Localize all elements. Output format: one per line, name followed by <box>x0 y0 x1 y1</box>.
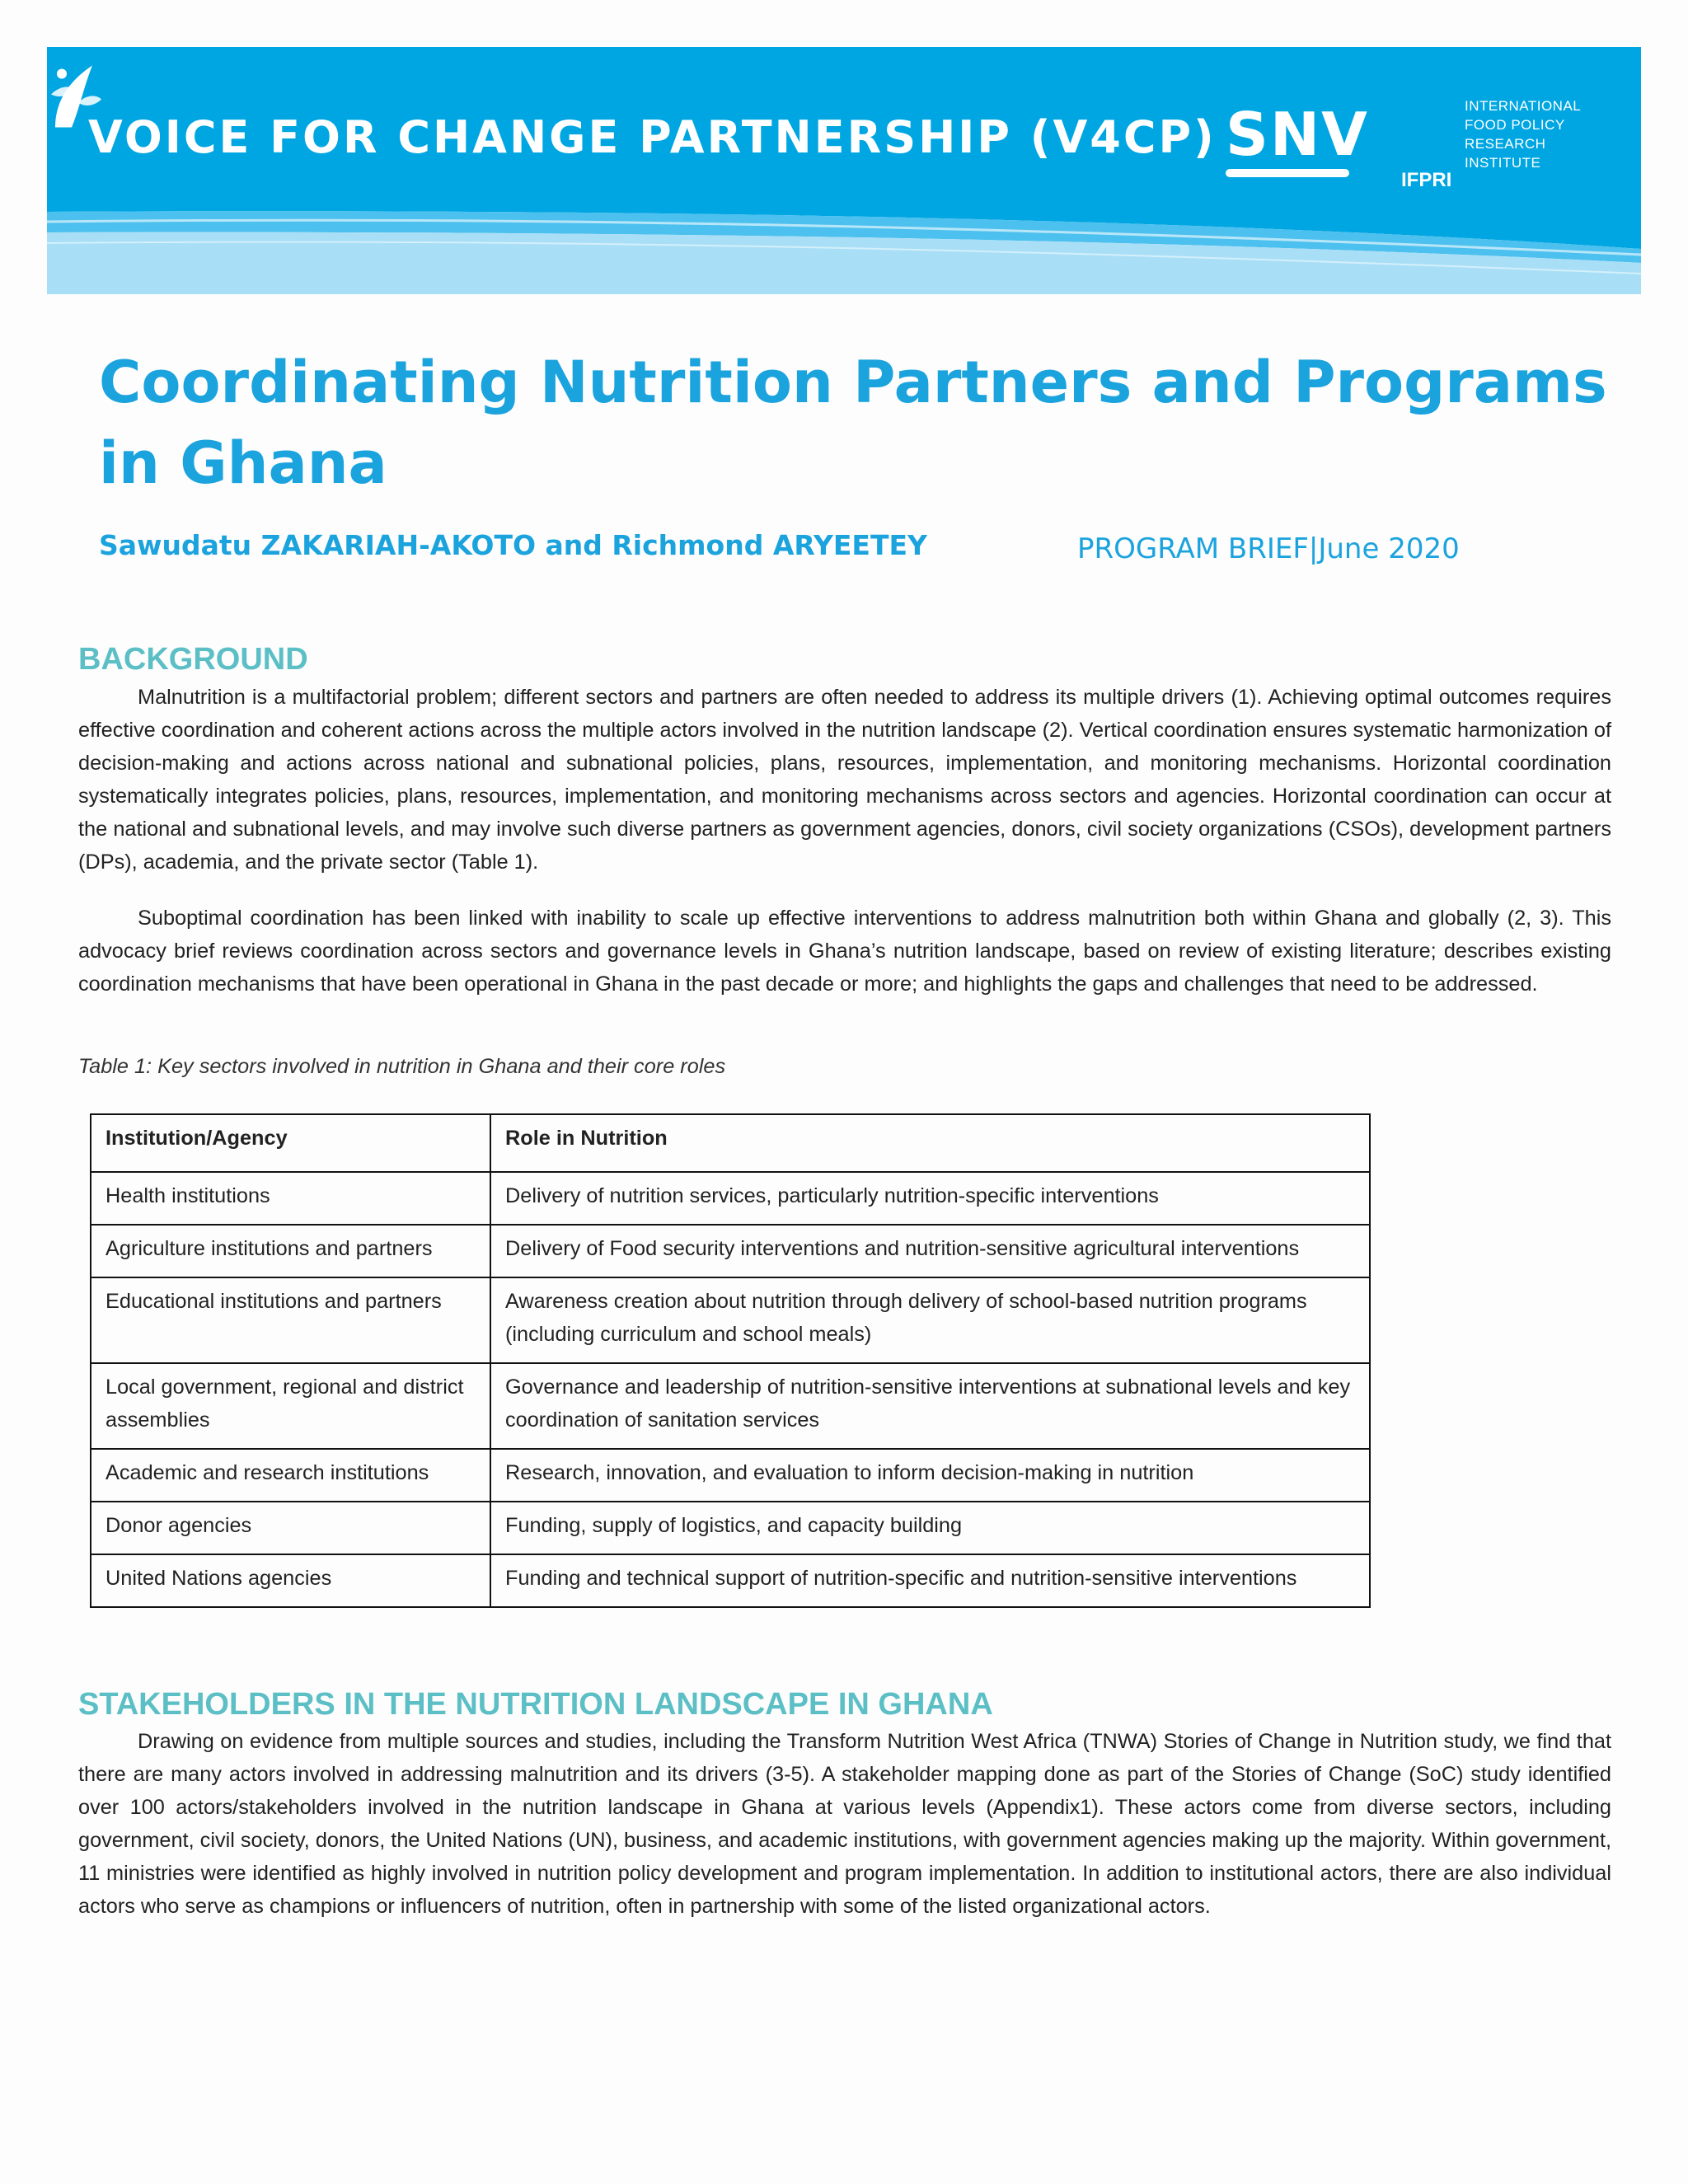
section-heading-stakeholders: STAKEHOLDERS IN THE NUTRITION LANDSCAPE IN GHANA <box>78 1687 993 1722</box>
table-row <box>91 1554 1370 1607</box>
ifpri-line: INSTITUTE <box>1465 155 1541 171</box>
table-cell-institution: Educational institutions and partners <box>91 1277 490 1363</box>
ifpri-name-lines <box>1465 96 1581 172</box>
table-cell-role: Funding, supply of logistics, and capacity building <box>490 1502 1370 1554</box>
table-row <box>91 1225 1370 1277</box>
authors: Sawudatu ZAKARIAH-AKOTO and Richmond ARYEETEY <box>99 529 927 561</box>
table-cell-role: Delivery of Food security interventions and nutrition-sensitive agricultural interventions <box>490 1225 1370 1277</box>
banner-title: VOICE FOR CHANGE PARTNERSHIP (V4CP) <box>88 111 1217 163</box>
snv-logo <box>1226 100 1369 179</box>
table-cell-role: Awareness creation about nutrition through delivery of school-based nutrition programs (including curriculum and school meals) <box>490 1277 1370 1363</box>
table-header-cell: Role in Nutrition <box>490 1114 1370 1172</box>
table-cell-role: Governance and leadership of nutrition-sensitive interventions at subnational levels and key coordination of sanitation services <box>490 1363 1370 1449</box>
table-cell-role: Funding and technical support of nutrition-specific and nutrition-sensitive interventions <box>490 1554 1370 1607</box>
ifpri-line: FOOD POLICY <box>1465 117 1565 133</box>
table-header-row <box>91 1114 1370 1172</box>
table-row <box>91 1172 1370 1225</box>
ifpri-leaf-icon <box>47 47 105 146</box>
table-header-cell: Institution/Agency <box>91 1114 490 1172</box>
background-paragraph-1-text: Malnutrition is a multifactorial problem; different sectors and partners are often needed to address its multiple drivers (1). Achieving optimal outcomes requires effective coordination and coherent actions across the multiple actors involved in the nutrition landscape (2). Vertical coordination ensures systematic harmonization of decision-making and actions across national and subnational policies, plans, resources, implementation, and monitoring mechanisms. Horizontal coordination systematically integrates policies, plans, resources, implementation, and monitoring mechanisms across sectors and agencies. Horizontal coordination can occur at the national and subnational levels, and may involve such diverse partners as government agencies, donors, civil society organizations (CSOs), development partners (DPs), academia, and the private sector (Table 1). <box>78 686 1611 874</box>
sectors-table <box>90 1113 1371 1608</box>
background-paragraph-2-text: Suboptimal coordination has been linked with inability to scale up effective interventions to address malnutrition both within Ghana and globally (2, 3). This advocacy brief reviews coordination across sectors and governance levels in Ghana’s nutrition landscape, based on review of existing literature; describes existing coordination mechanisms that have been operational in Ghana in the past decade or more; and highlights the gaps and challenges that need to be addressed. <box>78 907 1611 996</box>
table-cell-institution: Donor agencies <box>91 1502 490 1554</box>
background-paragraph-2 <box>78 902 1611 1001</box>
table-cell-institution: Local government, regional and district assemblies <box>91 1363 490 1449</box>
table-cell-institution: Health institutions <box>91 1172 490 1225</box>
stakeholders-paragraph <box>78 1725 1611 1923</box>
brief-label: PROGRAM BRIEF|June 2020 <box>1077 532 1460 565</box>
snv-logo-underline <box>1226 169 1349 177</box>
table-row <box>91 1363 1370 1449</box>
section-heading-background: BACKGROUND <box>78 642 308 677</box>
background-paragraph-1 <box>78 681 1611 879</box>
stakeholders-paragraph-text: Drawing on evidence from multiple sources and studies, including the Transform Nutrition West Africa (TNWA) Stories of Change in Nutrition study, we find that there are many actors involved in addressing malnutrition and its drivers (3-5). A stakeholder mapping done as part of the Stories of Change (SoC) study identified over 100 actors/stakeholders involved in the nutrition landscape in Ghana at various levels (Appendix1). These actors come from diverse sectors, including government, civil society, donors, the United Nations (UN), business, and academic institutions, with government agencies making up the majority. Within government, 11 ministries were identified as highly involved in nutrition policy development and program implementation. In addition to institutional actors, there are also individual actors who serve as champions or influencers of nutrition, often in partnership with some of the listed organizational actors. <box>78 1730 1611 1918</box>
table-cell-role: Research, innovation, and evaluation to inform decision-making in nutrition <box>490 1449 1370 1502</box>
snv-logo-text: SNV <box>1226 100 1369 169</box>
ifpri-line: RESEARCH <box>1465 136 1546 152</box>
table-cell-role: Delivery of nutrition services, particularly nutrition-specific interventions <box>490 1172 1370 1225</box>
table-caption: Table 1: Key sectors involved in nutrition in Ghana and their core roles <box>78 1055 726 1078</box>
table-row <box>91 1449 1370 1502</box>
document-title: Coordinating Nutrition Partners and Programs in Ghana <box>99 349 1607 497</box>
table-cell-institution: Agriculture institutions and partners <box>91 1225 490 1277</box>
table-cell-institution: Academic and research institutions <box>91 1449 490 1502</box>
header-banner <box>47 47 1641 294</box>
table-row <box>91 1277 1370 1363</box>
ifpri-abbr: IFPRI <box>1401 169 1452 191</box>
table-cell-institution: United Nations agencies <box>91 1554 490 1607</box>
ifpri-line: INTERNATIONAL <box>1465 98 1582 114</box>
table-row <box>91 1502 1370 1554</box>
